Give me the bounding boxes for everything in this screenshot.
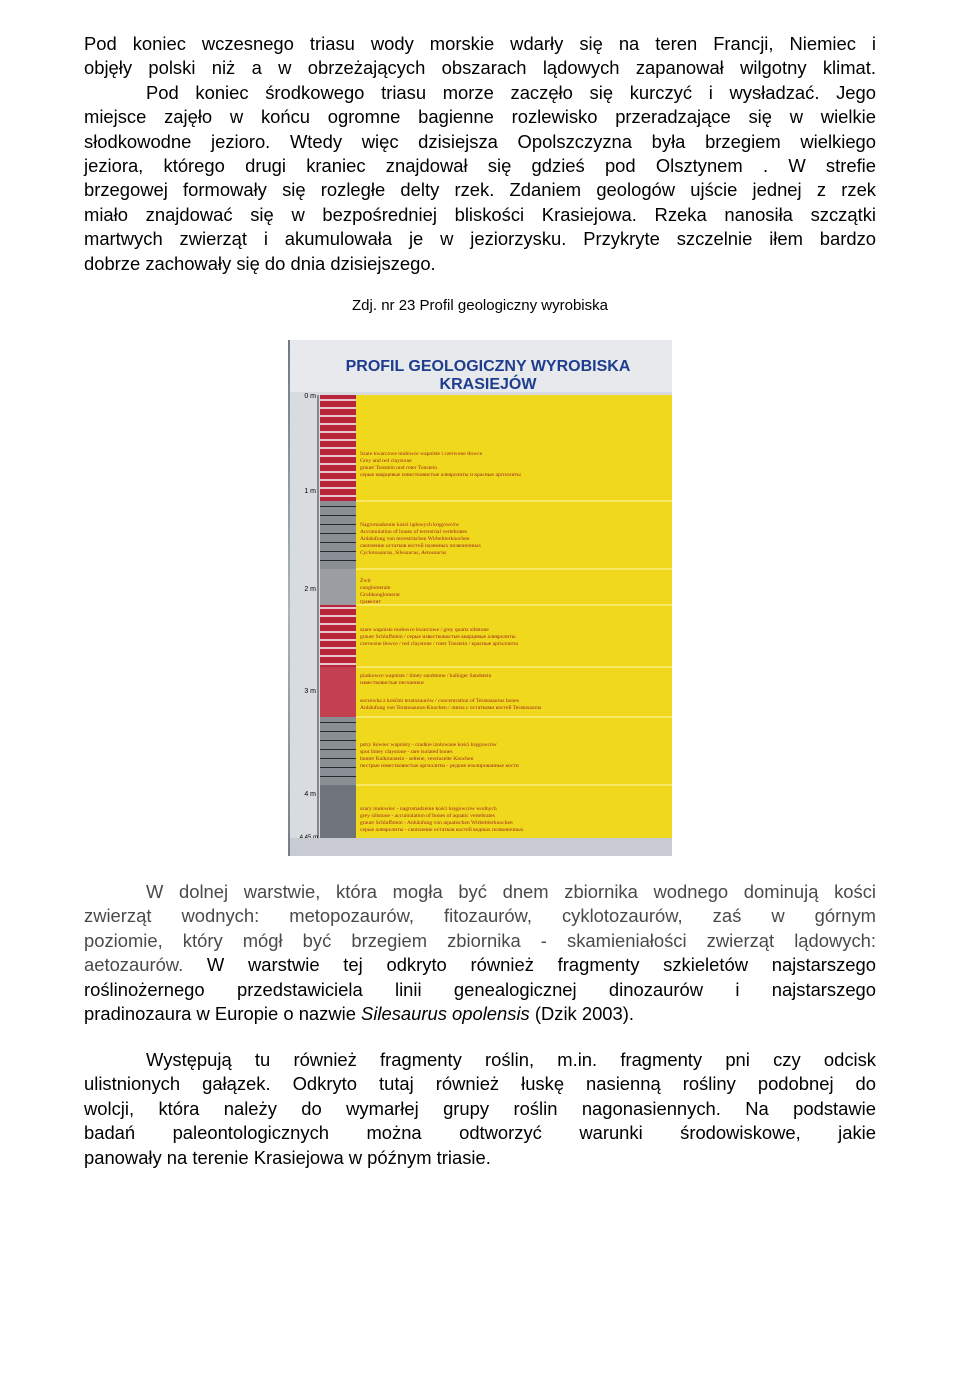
scale-1m: 1 m	[304, 488, 316, 495]
layer3-line: conglomerate	[360, 585, 391, 591]
layer3-line: Żwir	[360, 578, 371, 584]
layer3-line: Grobkonglomerat	[360, 592, 400, 598]
layer7-line: szary mułowiec - nagromadzenie kości kręgowców wodnych	[360, 806, 497, 812]
layer4-line: czerwone iłowce / red claystone / roter Tonstein / красные аргиллиты	[360, 641, 518, 647]
text-fragment: (Dzik 2003).	[529, 1003, 634, 1025]
species-name: Silesaurus opolensis	[361, 1003, 530, 1025]
text-line: poziomie, który mógł być brzegiem zbiornika - skamieniałości zwierząt lądowych:	[84, 929, 876, 951]
layer2-line: Cyclotosaurus, Silesaurus, Aetosaurus	[360, 550, 447, 556]
layer2-line: Nagromadzenie kości lądowych kręgowców	[360, 522, 460, 528]
layer2-line: Anhäufung von terrestrischen Wirbeltierknochen	[360, 536, 470, 542]
layer2-line: Accumulation of bones of terrestrial vertebrates	[360, 529, 468, 535]
text-line: wolcji, która należy do wymarłej grupy roślin nagonasiennych. Na podstawie	[84, 1097, 876, 1119]
photo-caption: Zdj. nr 23 Profil geologiczny wyrobiska	[352, 297, 608, 314]
layer2-line: скопление остатков костей наземных позвоночных	[360, 543, 482, 549]
layer4-line: szare wapniste mułowce kwarcowe / grey quartz siltstone	[360, 627, 489, 633]
paragraph-fossils	[84, 880, 876, 1026]
text-line: martwych zwierząt i akumulowała je w jeziorzysku. Przykryte szczelnie iłem bardzo	[84, 228, 876, 250]
layer6-line: pstry iłowiec wapnisty - rzadkie izolowane kości kręgowców	[360, 742, 497, 748]
text-line: Występują tu również fragmenty roślin, m.in. fragmenty pni czy odcisk	[146, 1049, 876, 1070]
text-line	[84, 953, 876, 977]
layer7-line: grauer Schluffstein - Anhäufung von aquatischen Wirbeltierknochen	[360, 820, 513, 826]
board-title-line1: PROFIL GEOLOGICZNY WYROBISKA	[345, 358, 631, 375]
text-line: W dolnej warstwie, która mogła być dnem zbiornika wodnego dominują kości	[146, 881, 876, 902]
board-title-line2: KRASIEJÓW	[439, 376, 537, 393]
text-line: miejsce zajęło w końcu ogromne bagienne rozlewisko przeradzające się w wielkie	[84, 106, 876, 128]
text-line: panowały na terenie Krasiejowa w późnym triasie.	[84, 1146, 491, 1168]
text-fragment: aetozaurów.	[84, 954, 184, 976]
text-line: brzegowej formowały się rozległe delty rzek. Zdaniem geologów ujście jednej z rzek	[84, 179, 876, 201]
scale-3m: 3 m	[304, 688, 316, 695]
text-line	[84, 1002, 876, 1026]
text-line: dobrze zachowały się do dnia dzisiejszego.	[84, 252, 436, 274]
layer6-line: spot limey claystone - rare isolated bones	[360, 749, 453, 755]
text-line: objęły polski niż a w obrzeżających obszarach lądowych zapanował wilgotny klimat.	[84, 57, 876, 79]
layer1-line: Grey and red claystone	[360, 458, 412, 464]
layer7-line: серые алевролиты - скопление остатков костей водных позвоночных	[360, 827, 524, 833]
board-illustration	[288, 340, 672, 856]
text-line: ulistnionych gałązek. Odkryto tutaj również łuskę nasienną rośliny podobnej do	[84, 1073, 876, 1095]
layer1-line: серые кварцевые известковистые алевролиты и красные аргиллиты	[360, 472, 521, 478]
layer1-line: grauer Tonstein und roter Tonstein	[360, 465, 437, 471]
text-line: jeziora, którego drugi kraniec znajdował się gdzieś pod Olsztynem . W strefie	[84, 155, 876, 177]
text-line: zwierząt wodnych: metopozaurów, fitozaurów, cyklotozaurów, zaś w górnym	[84, 905, 876, 927]
layer7-line: grey siltstone - accumulation of bones of aquatic vertebrates	[360, 813, 495, 819]
text-fragment: W warstwie tej odkryto również fragmenty szkieletów najstarszego	[183, 954, 876, 976]
layer5-line: piaskowce wapniste / limey sandstone / kalkiger Sandstein	[360, 673, 492, 679]
geological-profile-photo	[288, 340, 672, 856]
layer5-line: Anhäufung von Teratosaurus-Knochen / линза с остатками костей Teratosaurus	[360, 705, 542, 711]
text-line: badań paleontologicznych można odtworzyć warunki środowiskowe, jakie	[84, 1122, 876, 1144]
layer6-line: bunter Kalktonstein - seltene, vereinzelte Knochen	[360, 756, 474, 762]
text-line: roślinożernego przedstawiciela linii genealogicznej dinozaurów i najstarszego	[84, 978, 876, 1000]
paragraph-plants	[84, 1048, 876, 1170]
layer5-line: soczewka z kośćmi teratozaurów / concentration of Teratosaurus bones	[360, 698, 519, 704]
layer6-line: пестрые известковистые аргиллиты - редкие изолированные кости	[360, 763, 519, 769]
paragraph-intro	[84, 32, 876, 276]
text-line: Pod koniec środkowego triasu morze zaczęło się kurczyć i wysładzać. Jego	[146, 81, 876, 103]
scale-0m: 0 m	[304, 393, 316, 400]
scale-2m: 2 m	[304, 586, 316, 593]
text-fragment: pradinozaura w Europie o nazwie	[84, 1003, 362, 1025]
scale-4m: 4 m	[304, 791, 316, 798]
layer1-line: Szare kwarcowe mułowce wapniste i czerwone iłowce	[360, 451, 483, 457]
text-line: słodkowodne jezioro. Wtedy więc dzisiejsza Opolszczyzna była brzegiem wielkiego	[84, 130, 876, 152]
layer5-line: известковистые песчаники	[360, 680, 424, 686]
text-line: Pod koniec wczesnego triasu wody morskie wdarły się na teren Francji, Niemiec i	[84, 33, 876, 54]
layer3-line: гравелит	[360, 599, 381, 605]
text-line: miało znajdować się w bezpośredniej bliskości Krasiejowa. Rzeka nanosiła szczątki	[84, 203, 876, 225]
layer4-line: grauer Schluffstein / серые известковистые кварцевые алевролиты	[360, 634, 516, 640]
